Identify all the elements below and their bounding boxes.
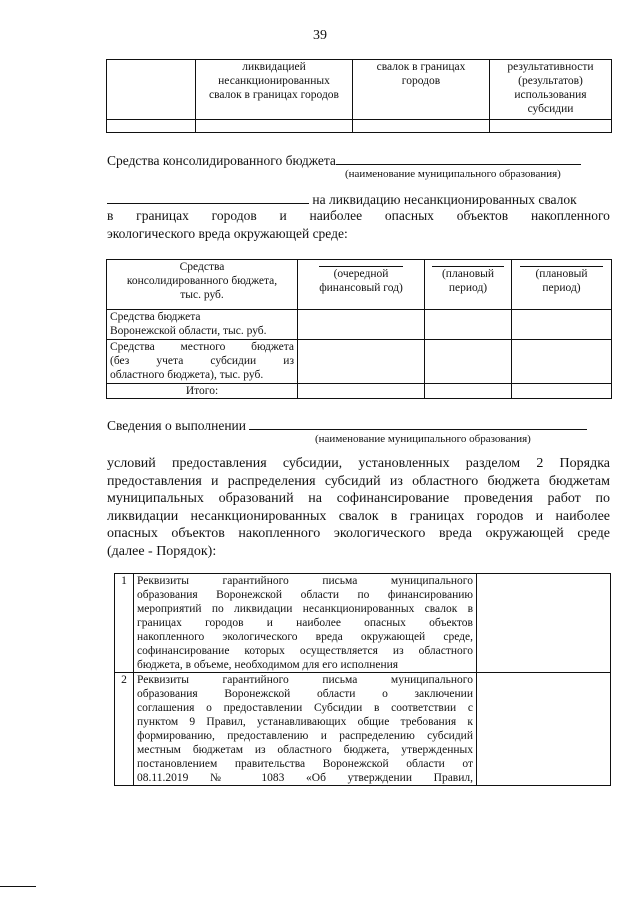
footnote-separator [0,886,36,887]
consolidated-line-3: в границах городов и наиболее опасных объектов накопленного [107,208,610,223]
budget-header-col4: (плановый период) [512,260,612,310]
conditions-row-2: 2 Реквизиты гарантийного письма муниципального образования Воронежской области о заключении соглашения о предоставлении Субсидии в соответствии с пунктом 9 Правил, устанавливающих общие требования к формированию, предоставлению и распределению субсидий местным бюджетам из областного бюджета, утвержденных постановлением правительства Воронежской области от 08.11.2019 № 1083 «Об утверждении Правил, [115,673,611,786]
consolidated-caption: (наименование муниципального образования) [345,168,561,180]
budget-row-total: Итого: [107,384,612,399]
indicator-cell-4: результативности (результатов) использования субсидии [490,60,612,120]
conditions-row-1: 1 Реквизиты гарантийного письма муниципального образования Воронежской области по финансированию мероприятий по ликвидации несанкционированных свалок в границах городов и наиболее опасных объектов накопленного экологического вреда окружающей среде, софинансирование которых осуществляется из областного бюджета, в объеме, необходимом для его исполнения [115,574,611,673]
consolidated-heading: Средства консолидированного бюджета [107,150,581,169]
budget-header-col1: Средства консолидированного бюджета, тыс. руб. [107,260,298,310]
budget-header-col2: (очередной финансовый год) [298,260,425,310]
municipality-blank [336,150,581,165]
indicator-table [106,59,612,133]
conditions-table [114,573,611,786]
budget-header-col3: (плановый период) [425,260,512,310]
info-paragraph: условий предоставления субсидии, установленных разделом 2 Порядка предоставления и распределения субсидий из областного бюджета бюджетам муниципальных образований на софинансирование проведения работ по ликвидации несанкционированных свалок в границах городов и наиболее опасных объектов накопленного экологического вреда окружающей среде (далее - Порядок): [107,456,610,559]
indicator-cell-2: ликвидацией несанкционированных свалок в границах городов [196,60,353,120]
consolidated-line-4: экологического вреда окружающей среде: [107,226,348,241]
page-number: 39 [313,28,327,43]
budget-table [106,259,612,399]
info-caption: (наименование муниципального образования) [315,433,531,445]
budget-row-regional: Средства бюджета Воронежской области, тыс. руб. [107,310,612,340]
municipality-blank [249,415,587,430]
consolidated-line-2: на ликвидацию несанкционированных свалок [107,189,577,208]
budget-table-header [107,260,612,310]
info-heading: Сведения о выполнении [107,415,587,434]
indicator-cell-1 [107,60,196,120]
budget-row-local: Средства местного бюджета (без учета субсидии из областного бюджета), тыс. руб. [107,340,612,384]
indicator-cell-3: свалок в границах городов [353,60,490,120]
blank-line [107,189,309,204]
